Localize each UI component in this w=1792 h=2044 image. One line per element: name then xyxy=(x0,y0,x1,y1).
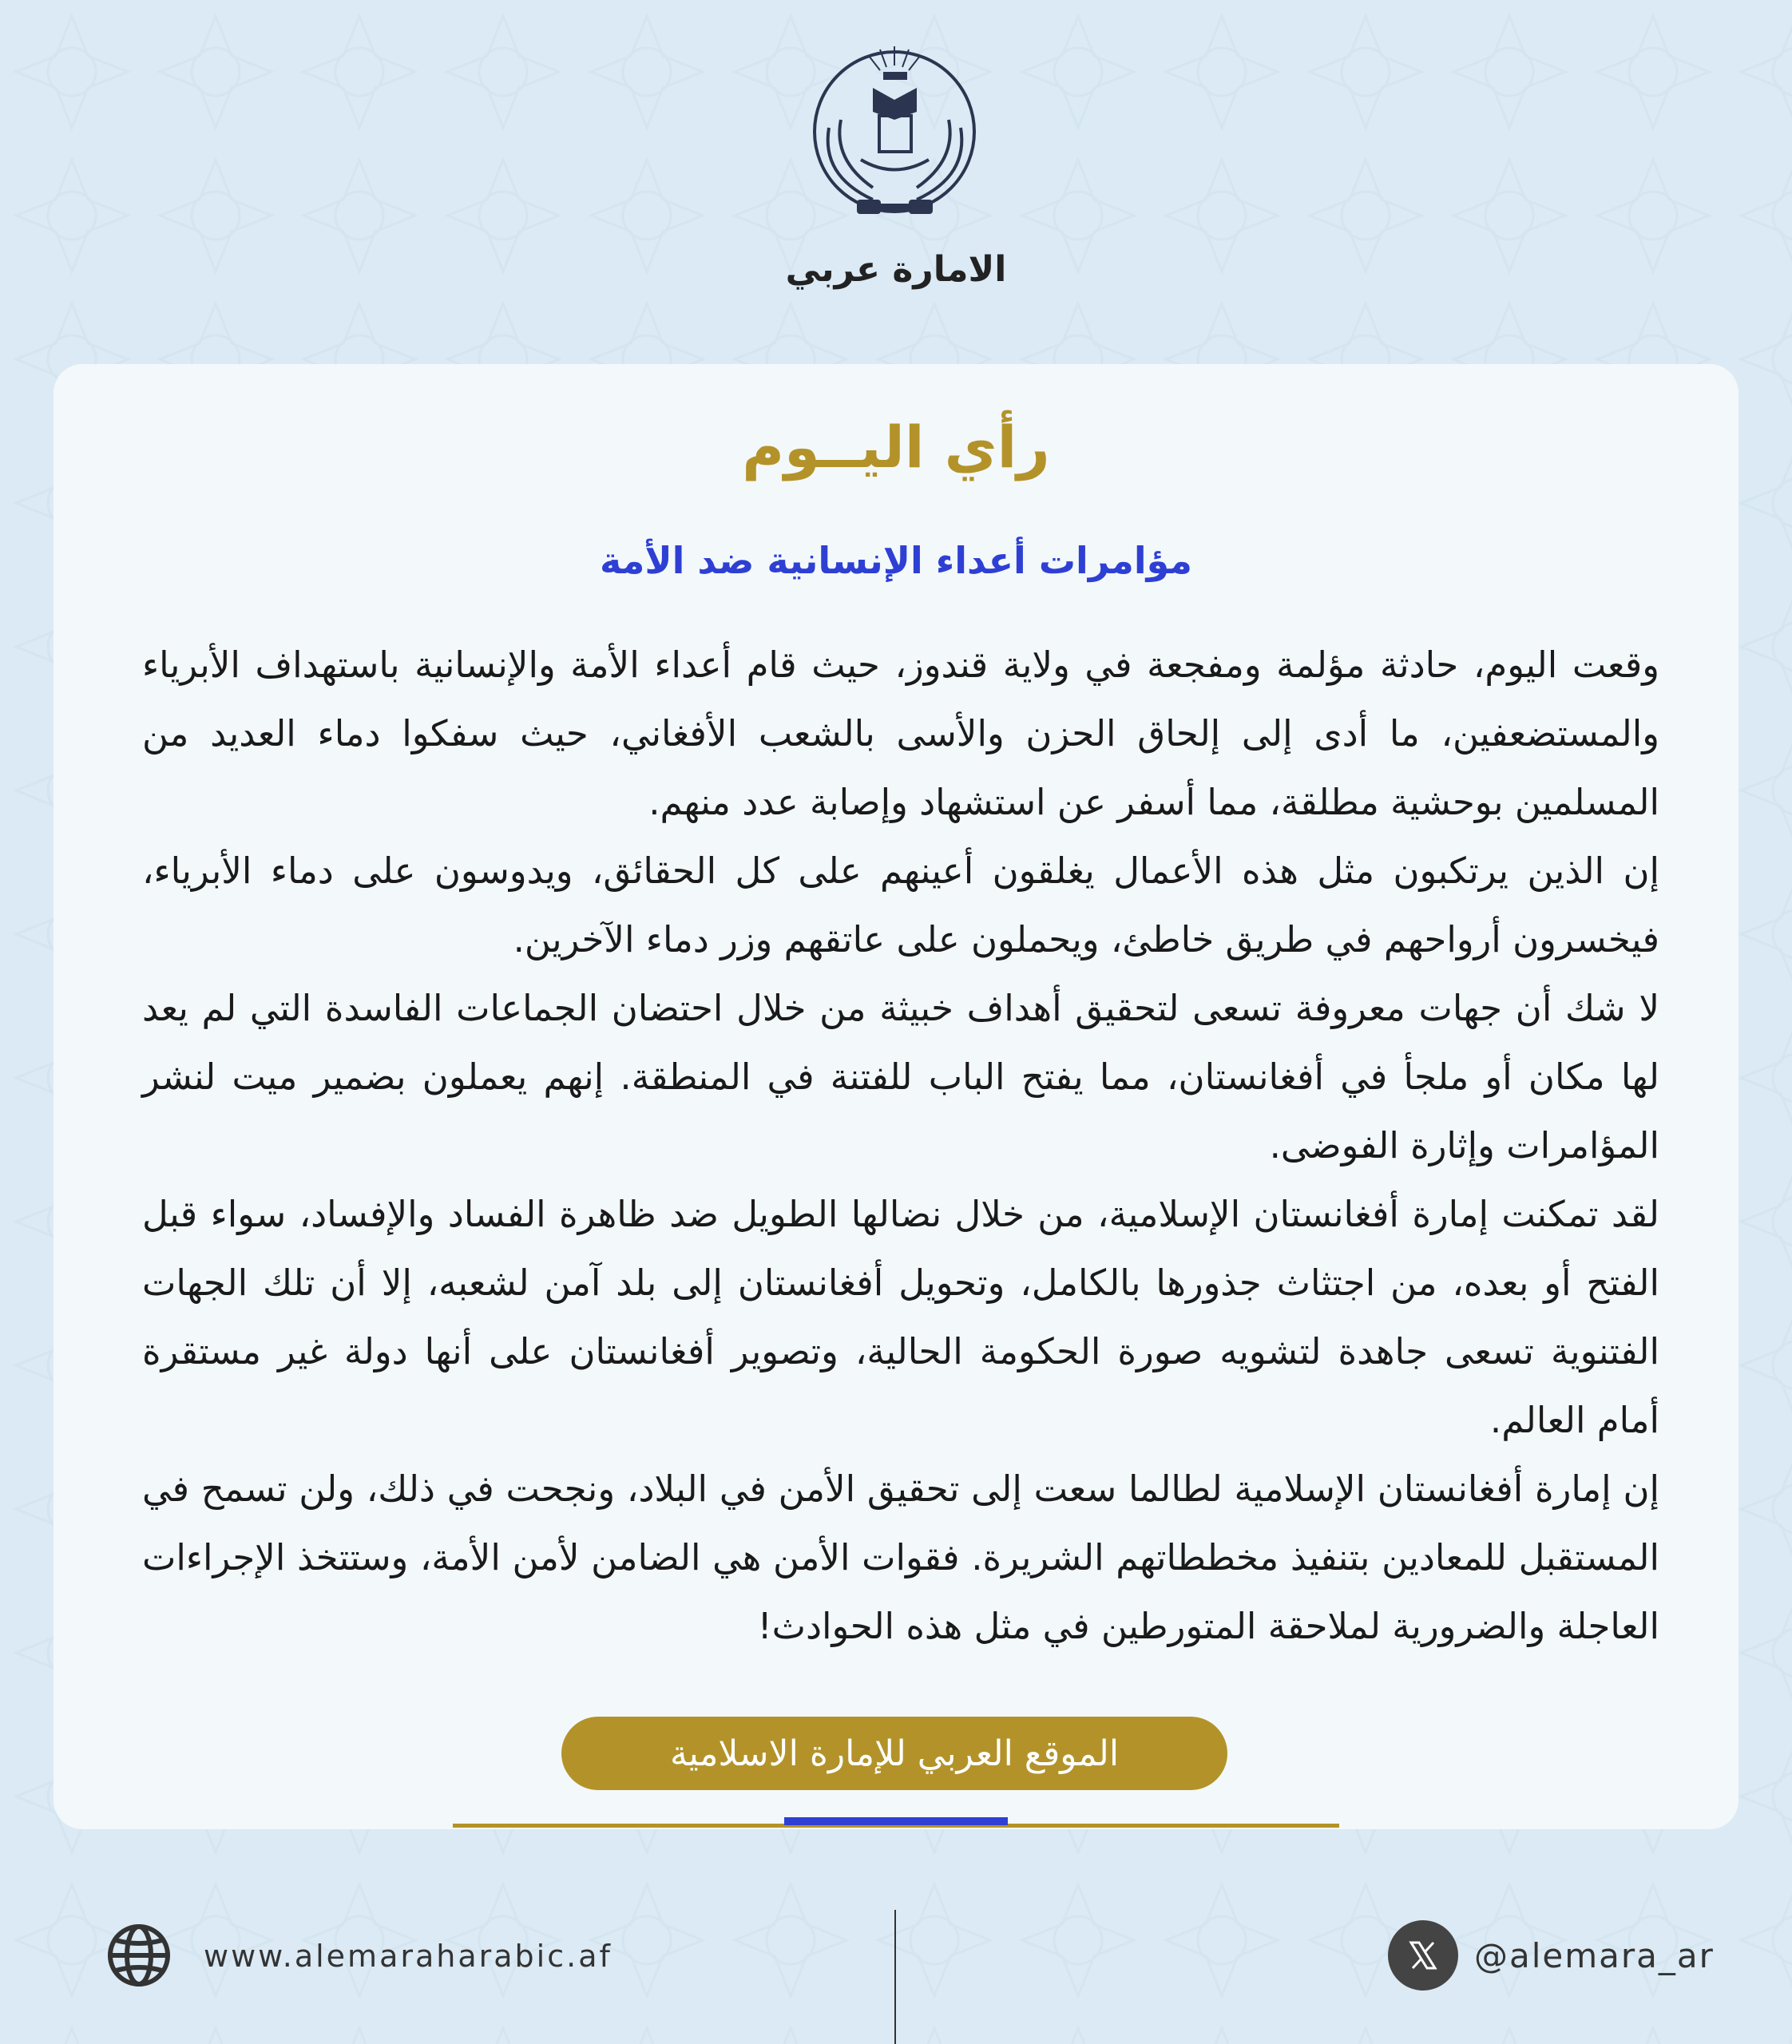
website-button-label: الموقع العربي للإمارة الاسلامية xyxy=(669,1733,1120,1774)
x-logo-icon[interactable] xyxy=(1388,1920,1458,1991)
divider-blue xyxy=(784,1817,1008,1825)
emblem-logo xyxy=(797,40,993,228)
website-button[interactable] xyxy=(561,1717,1227,1790)
article-paragraph: وقعت اليوم، حادثة مؤلمة ومفجعة في ولاية قندوز، حيث قام أعداء الأمة والإنسانية باستهداف الأبرياء والمستضعفين، ما أدى إلى إلحاق الحزن والأسى بالشعب الأفغاني، حيث سفكوا دماء العديد من المسلمين بوحشية مطلقة، مما أسفر عن استشهاد وإصابة عدد منهم. xyxy=(142,644,1659,823)
article-headline: مؤامرات أعداء الإنسانية ضد الأمة xyxy=(599,539,1193,582)
globe-icon xyxy=(106,1923,172,1988)
article-paragraph: لقد تمكنت إمارة أفغانستان الإسلامية، من خلال نضالها الطويل ضد ظاهرة الفساد والإفساد، سواء قبل الفتح أو بعده، من اجتثاث جذورها بالكامل، وتحويل أفغانستان إلى بلد آمن لشعبه، إلا أن تلك الجهات الفتنوية تسعى جاهدة لتشويه صورة الحكومة الحالية، وتصوير أفغانستان على أنها دولة غير مستقرة أمام العالم. xyxy=(142,1193,1659,1441)
brand-name: الامارة عربي xyxy=(785,249,1007,290)
social-handle[interactable]: @alemara_ar xyxy=(1474,1936,1715,1975)
footer-divider xyxy=(894,1910,896,2044)
x-glyph xyxy=(1406,1939,1440,1972)
article-body xyxy=(142,631,1659,1669)
website-link[interactable]: www.alemaraharabic.af xyxy=(204,1939,613,1974)
article-paragraph: إن إمارة أفغانستان الإسلامية لطالما سعت إلى تحقيق الأمن في البلاد، ونجحت في ذلك، ولن تسمح في المستقبل للمعادين بتنفيذ مخططاتهم الشريرة. فقوات الأمن هي الضامن لأمن الأمة، وستتخذ الإجراءات العاجلة والضرورية لملاحقة المتورطين في مثل هذه الحوادث! xyxy=(142,1468,1659,1647)
article-paragraph: لا شك أن جهات معروفة تسعى لتحقيق أهداف خبيثة من خلال احتضان الجماعات الفاسدة التي لم يعد لها مكان أو ملجأ في أفغانستان، مما يفتح الباب للفتنة في المنطقة. إنهم يعملون بضمير ميت لنشر المؤامرات وإثارة الفوضى. xyxy=(142,987,1659,1167)
section-title: رأي اليــوم xyxy=(742,414,1050,481)
article-paragraph: إن الذين يرتكبون مثل هذه الأعمال يغلقون أعينهم على كل الحقائق، ويدوسون على دماء الأبرياء، فيخسرون أرواحهم في طريق خاطئ، ويحملون على عاتقهم وزر دماء الآخرين. xyxy=(142,850,1659,961)
